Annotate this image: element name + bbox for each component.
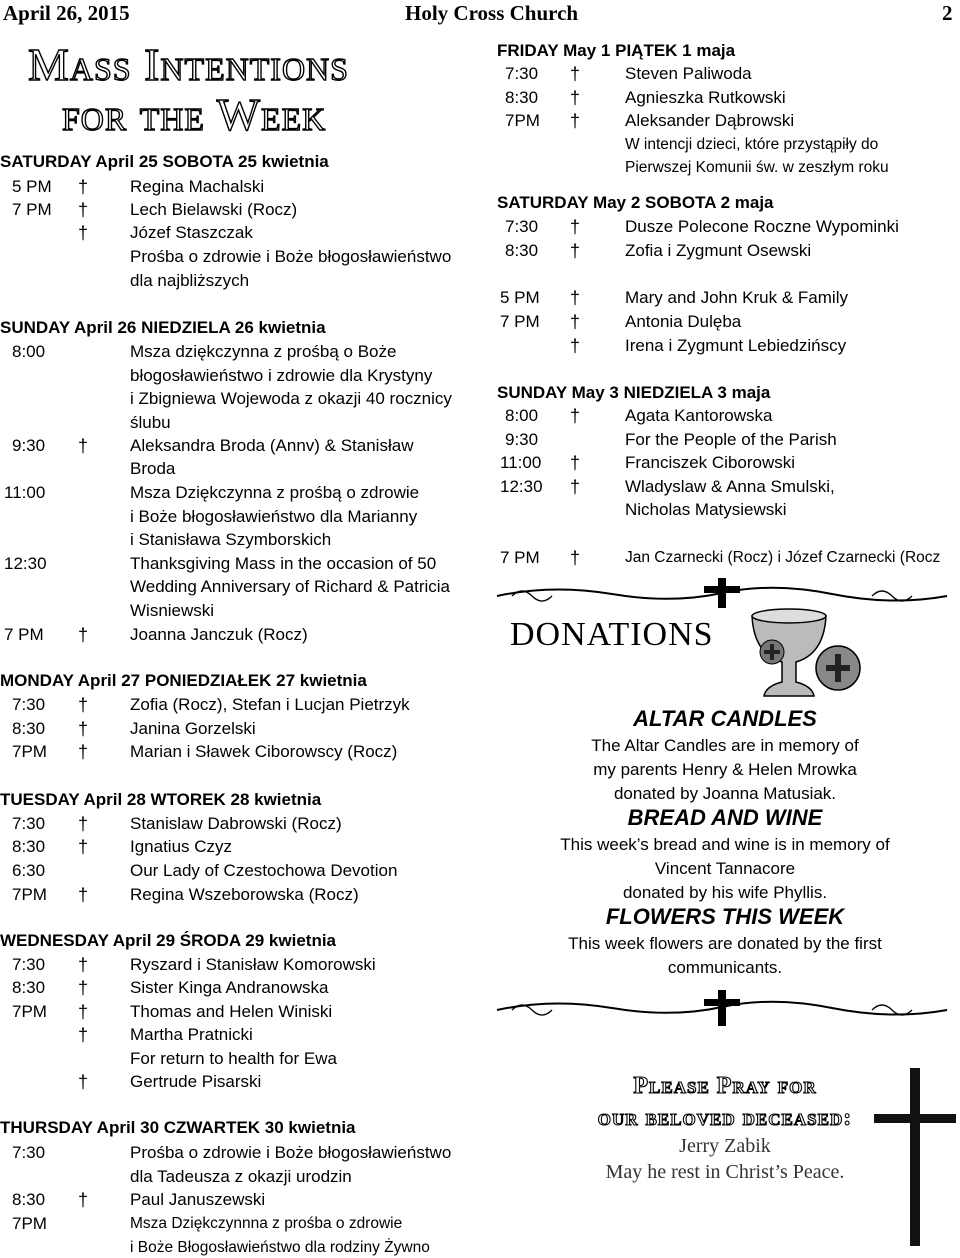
page-header (0, 0, 960, 26)
cross-icon: † (570, 217, 581, 237)
intention-line: Martha Pratnicki (130, 1025, 253, 1044)
cross-icon: † (570, 288, 581, 308)
flowers-heading: FLOWERS THIS WEEK (605, 904, 845, 929)
intention-line: 7:30 (505, 217, 539, 236)
intention-line: 6:30 (12, 861, 46, 880)
intention-line: 8:30 (505, 241, 539, 260)
cross-icon: † (78, 177, 89, 197)
flowers-line: This week flowers are donated by the first (568, 934, 882, 953)
cross-icon: † (78, 1072, 89, 1092)
intention-line: Wladyslaw & Anna Smulski, (625, 477, 835, 496)
cross-icon: † (78, 837, 89, 857)
intention-line: 11:00 (4, 483, 46, 502)
intention-line: Msza Dziękczynnna z prośba o zdrowie (130, 1215, 403, 1232)
intention-line: Regina Wszeborowska (Rocz) (130, 885, 359, 904)
altar-candles-line: donated by Joanna Matusiak. (613, 784, 837, 803)
intention-line: Paul Januszewski (130, 1190, 266, 1209)
intention-line: 8:00 (505, 406, 539, 425)
altar-candles-heading: ALTAR CANDLES (633, 706, 817, 731)
intention-line: 7 PM (500, 312, 540, 331)
intention-line: i Boże Błogosławieństwo dla rodziny Żywno (130, 1239, 430, 1256)
bread-wine-heading: BREAD AND WINE (627, 805, 823, 830)
deceased-name: Jerry Zabik (679, 1135, 771, 1157)
cross-icon: † (78, 885, 89, 905)
intention-line: i Zbigniewa Wojewoda z okazji 40 rocznicy (130, 389, 452, 408)
cross-divider-top (492, 578, 952, 608)
intention-line: For the People of the Parish (625, 430, 837, 449)
cross-icon: † (78, 200, 89, 220)
cross-icon: † (78, 436, 89, 456)
intention-line: 7:30 (12, 1143, 46, 1162)
intention-line: Ignatius Czyz (130, 837, 233, 856)
bread-wine-line: Vincent Tannacore (654, 859, 796, 878)
intention-line: 7:30 (12, 814, 46, 833)
intention-line: Irena i Zygmunt Lebiedzińscy (625, 336, 847, 355)
intention-line: i Boże błogosławieństwo dla Marianny (130, 507, 418, 526)
flowers-line: communicants. (667, 958, 783, 977)
intention-line: Steven Paliwoda (625, 64, 752, 83)
intention-line: 9:30 (12, 436, 46, 455)
cross-icon: † (78, 814, 89, 834)
intention-line: Stanislaw Dabrowski (Rocz) (130, 814, 342, 833)
cross-icon: † (78, 978, 89, 998)
intention-line: 9:30 (505, 430, 539, 449)
intention-line: Prośba o zdrowie i Boże błogosławieństwo (130, 247, 452, 266)
intention-line: Franciszek Ciborowski (625, 453, 796, 472)
altar-candles-line: my parents Henry & Helen Mrowka (593, 760, 857, 779)
intention-line: 7PM (12, 742, 47, 761)
cross-icon: † (570, 336, 581, 356)
day-heading: TUESDAY April 28 WTOREK 28 kwietnia (0, 790, 322, 809)
cross-icon: † (570, 406, 581, 426)
chalice-icon (742, 604, 872, 704)
intention-line: Sister Kinga Andranowska (130, 978, 329, 997)
intention-line: Agata Kantorowska (625, 406, 773, 425)
intention-line: Zofia (Rocz), Stefan i Lucjan Pietrzyk (130, 695, 410, 714)
intention-line: Our Lady of Czestochowa Devotion (130, 861, 398, 880)
intention-line: 7PM (12, 1002, 47, 1021)
cross-icon: † (570, 241, 581, 261)
day-heading: SUNDAY May 3 NIEDZIELA 3 maja (497, 383, 771, 402)
intention-line: Msza dziękczynna z prośbą o Boże (130, 342, 397, 361)
pray-heading-line1: Please Pray for (633, 1073, 817, 1099)
day-heading: THURSDAY April 30 CZWARTEK 30 kwietnia (0, 1118, 356, 1137)
cross-divider-bottom (492, 990, 952, 1026)
day-heading: MONDAY April 27 PONIEDZIAŁEK 27 kwietnia (0, 671, 367, 690)
intention-line: 8:30 (12, 1190, 46, 1209)
intention-line: Wedding Anniversary of Richard & Patricia (130, 577, 451, 596)
cross-icon: † (570, 64, 581, 84)
intention-line: 7PM (505, 111, 540, 130)
cross-icon: † (78, 742, 89, 762)
altar-candles-line: The Altar Candles are in memory of (591, 736, 859, 755)
cross-icon: † (570, 548, 581, 568)
cross-icon: † (78, 223, 89, 243)
page-title-line1: Mass Intentions (28, 39, 349, 90)
intention-line: Zofia i Zygmunt Osewski (625, 241, 812, 260)
intention-line: Nicholas Matysiewski (625, 500, 787, 519)
pray-heading-line2: our beloved deceased: (597, 1105, 853, 1131)
intention-line: błogosławieństwo i zdrowie dla Krystyny (130, 366, 433, 385)
cross-icon: † (78, 1190, 89, 1210)
cross-icon: † (78, 1025, 89, 1045)
intention-line: 7 PM (12, 200, 52, 219)
intention-line: 7 PM (4, 625, 44, 644)
donations-title: DONATIONS (510, 616, 714, 653)
intention-line: 8:30 (505, 88, 539, 107)
intention-line: 11:00 (500, 453, 542, 472)
intention-line: 7 PM (500, 548, 540, 567)
intention-line: dla najbliższych (130, 271, 250, 290)
intention-line: For return to health for Ewa (130, 1049, 337, 1068)
intention-line: 7PM (12, 885, 47, 904)
intention-line: Mary and John Kruk & Family (625, 288, 848, 307)
intention-line: Regina Machalski (130, 177, 265, 196)
deceased-blessing: May he rest in Christ’s Peace. (605, 1161, 845, 1183)
header-date: April 26, 2015 (3, 1, 130, 25)
intention-line: 5 PM (12, 177, 52, 196)
intention-line: Janina Gorzelski (130, 719, 256, 738)
intention-line: Msza Dziękczynna z prośbą o zdrowie (130, 483, 420, 502)
intention-line: Thanksgiving Mass in the occasion of 50 (130, 554, 437, 573)
day-heading: SATURDAY April 25 SOBOTA 25 kwietnia (0, 152, 329, 171)
intention-line: Thomas and Helen Winiski (130, 1002, 333, 1021)
day-heading: WEDNESDAY April 29 ŚRODA 29 kwietnia (0, 931, 337, 950)
intention-line: Wisniewski (130, 601, 215, 620)
day-heading: FRIDAY May 1 PIĄTEK 1 maja (497, 41, 736, 60)
intention-line: Józef Staszczak (130, 223, 253, 242)
cross-icon: † (78, 625, 89, 645)
intention-line: 8:30 (12, 837, 46, 856)
intention-line: Jan Czarnecki (Rocz) i Józef Czarnecki (Rocz (625, 549, 941, 566)
header-church: Holy Cross Church (405, 1, 579, 25)
latin-cross-icon (872, 1068, 958, 1246)
cross-icon: † (78, 1002, 89, 1022)
intention-line: Aleksander Dąbrowski (625, 111, 795, 130)
intention-line: Antonia Dulęba (625, 312, 742, 331)
intention-line: Lech Bielawski (Rocz) (130, 200, 298, 219)
intention-line: Broda (130, 459, 176, 478)
intention-line: Joanna Janczuk (Rocz) (130, 625, 308, 644)
intention-line: 8:00 (12, 342, 46, 361)
intention-line: dla Tadeusza z okazji urodzin (130, 1167, 352, 1186)
intention-line: 8:30 (12, 719, 46, 738)
intention-line: Pierwszej Komunii św. w zeszłym roku (625, 159, 889, 176)
intention-line: 12:30 (500, 477, 543, 496)
intention-line: 8:30 (12, 978, 46, 997)
header-page-number: 2 (942, 1, 953, 25)
bread-wine-line: donated by his wife Phyllis. (622, 883, 828, 902)
intention-line: i Stanisława Szymborskich (130, 530, 332, 549)
cross-icon: † (570, 453, 581, 473)
cross-icon: † (570, 88, 581, 108)
cross-icon: † (78, 955, 89, 975)
cross-icon: † (570, 111, 581, 131)
intention-line: W intencji dzieci, które przystąpiły do (625, 136, 879, 153)
page-title-line2: for the Week (62, 89, 327, 140)
intention-line: ślubu (130, 413, 171, 432)
cross-icon: † (78, 695, 89, 715)
intention-line: Marian i Sławek Ciborowscy (Rocz) (130, 742, 398, 761)
cross-icon: † (78, 719, 89, 739)
intention-line: Prośba o zdrowie i Boże błogosławieństwo (130, 1143, 452, 1162)
intention-line: Agnieszka Rutkowski (625, 88, 786, 107)
intention-line: 5 PM (500, 288, 540, 307)
intention-line: 7:30 (505, 64, 539, 83)
cross-icon: † (570, 477, 581, 497)
intention-line: 7PM (12, 1214, 47, 1233)
bread-wine-line: This week’s bread and wine is in memory of (560, 835, 890, 854)
intention-line: 12:30 (4, 554, 47, 573)
intention-line: 7:30 (12, 695, 46, 714)
intention-line: Ryszard i Stanisław Komorowski (130, 955, 376, 974)
cross-icon: † (570, 312, 581, 332)
day-heading: SATURDAY May 2 SOBOTA 2 maja (497, 193, 774, 212)
intention-line: Gertrude Pisarski (130, 1072, 262, 1091)
intention-line: Dusze Polecone Roczne Wypominki (625, 217, 899, 236)
day-heading: SUNDAY April 26 NIEDZIELA 26 kwietnia (0, 318, 326, 337)
intention-line: Aleksandra Broda (Annv) & Stanisław (130, 436, 414, 455)
intention-line: 7:30 (12, 955, 46, 974)
